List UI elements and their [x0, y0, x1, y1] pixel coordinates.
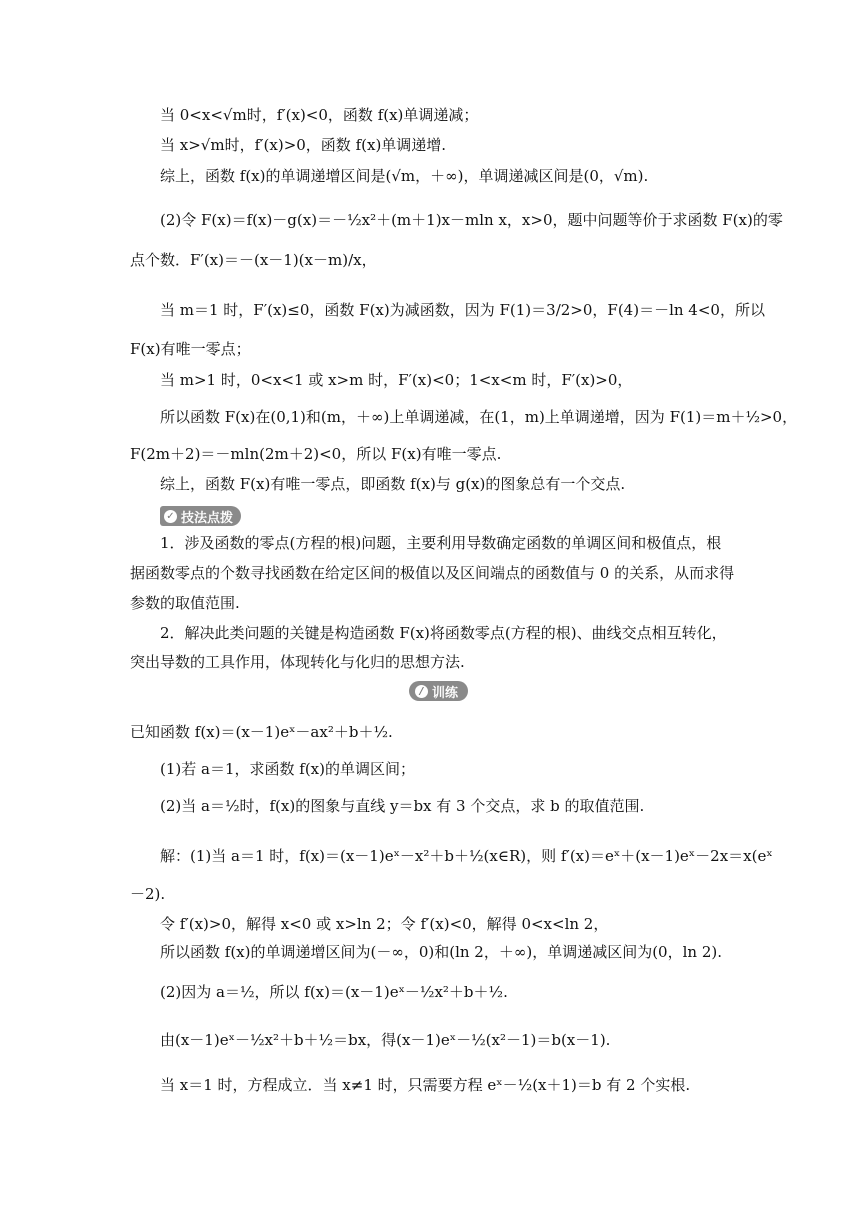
text-line: (2)令 F(x)＝f(x)－g(x)＝－½x²＋(m＋1)x－mln x，x>0，题中问题等价于求函数 F(x)的零 — [160, 211, 783, 229]
text-line: 由(x－1)eˣ－½x²＋b＋½＝bx，得(x－1)eˣ－½(x²－1)＝b(x－1). — [160, 1031, 611, 1049]
text-line: (2)当 a＝½时，f(x)的图象与直线 y＝bx 有 3 个交点，求 b 的取值范围. — [160, 797, 645, 815]
text-line: (1)若 a＝1，求函数 f(x)的单调区间； — [160, 760, 415, 778]
training-label: 训练 — [432, 685, 459, 701]
text-line: 点个数．F′(x)＝－(x－1)(x－m)/x， — [130, 251, 377, 269]
text-line: 据函数零点的个数寻找函数在给定区间的极值以及区间端点的函数值与 0 的关系，从而求得 — [130, 564, 735, 582]
text-line: 当 0<x<√m时，f′(x)<0，函数 f(x)单调递减； — [160, 106, 479, 124]
text-line: 突出导数的工具作用，体现转化与化归的思想方法. — [130, 653, 465, 671]
text-line: 已知函数 f(x)＝(x－1)eˣ－ax²＋b＋½. — [130, 723, 393, 741]
skill-tips-badge — [160, 506, 241, 526]
text-line: 解：(1)当 a＝1 时，f(x)＝(x－1)eˣ－x²＋b＋½(x∈R)，则 f′(x)＝eˣ＋(x－1)eˣ－2x＝x(eˣ — [160, 847, 773, 865]
text-line: 综上，函数 f(x)的单调递增区间是(√m，＋∞)，单调递减区间是(0，√m). — [160, 167, 649, 185]
text-line: 令 f′(x)>0，解得 x<0 或 x>ln 2；令 f′(x)<0，解得 0<x<ln 2， — [160, 915, 609, 933]
text-line: 综上，函数 F(x)有唯一零点，即函数 f(x)与 g(x)的图象总有一个交点. — [160, 475, 626, 493]
text-line: 当 m>1 时，0<x<1 或 x>m 时，F′(x)<0；1<x<m 时，F′(x)>0， — [160, 371, 633, 389]
check-icon: ✓ — [164, 510, 177, 523]
text-line: 所以函数 f(x)的单调递增区间为(－∞，0)和(ln 2，＋∞)，单调递减区间为(0，ln 2). — [160, 943, 722, 961]
text-line: 当 x＝1 时，方程成立．当 x≠1 时，只需要方程 eˣ－½(x＋1)＝b 有 2 个实根. — [160, 1076, 691, 1094]
training-badge — [409, 681, 468, 701]
text-line: 当 m＝1 时，F′(x)≤0，函数 F(x)为减函数，因为 F(1)＝3/2>0，F(4)＝－ln 4<0，所以 — [160, 301, 765, 319]
skill-tips-label: 技法点拨 — [181, 510, 234, 526]
text-line: 2．解决此类问题的关键是构造函数 F(x)将函数零点(方程的根)、曲线交点相互转化， — [160, 624, 727, 642]
text-line: F(x)有唯一零点； — [130, 340, 251, 358]
text-line: 当 x>√m时，f′(x)>0，函数 f(x)单调递增. — [160, 136, 447, 154]
text-line: (2)因为 a＝½，所以 f(x)＝(x－1)eˣ－½x²＋b＋½. — [160, 983, 508, 1001]
pencil-icon: / — [415, 685, 428, 698]
text-line: 所以函数 F(x)在(0,1)和(m，＋∞)上单调递减，在(1，m)上单调递增，因为 F(1)＝m＋½>0， — [160, 408, 798, 426]
text-line: －2). — [130, 885, 166, 903]
text-line: F(2m＋2)＝－mln(2m＋2)<0，所以 F(x)有唯一零点. — [130, 445, 502, 463]
text-line: 1．涉及函数的零点(方程的根)问题，主要利用导数确定函数的单调区间和极值点，根 — [160, 534, 722, 552]
text-line: 参数的取值范围. — [130, 594, 240, 612]
